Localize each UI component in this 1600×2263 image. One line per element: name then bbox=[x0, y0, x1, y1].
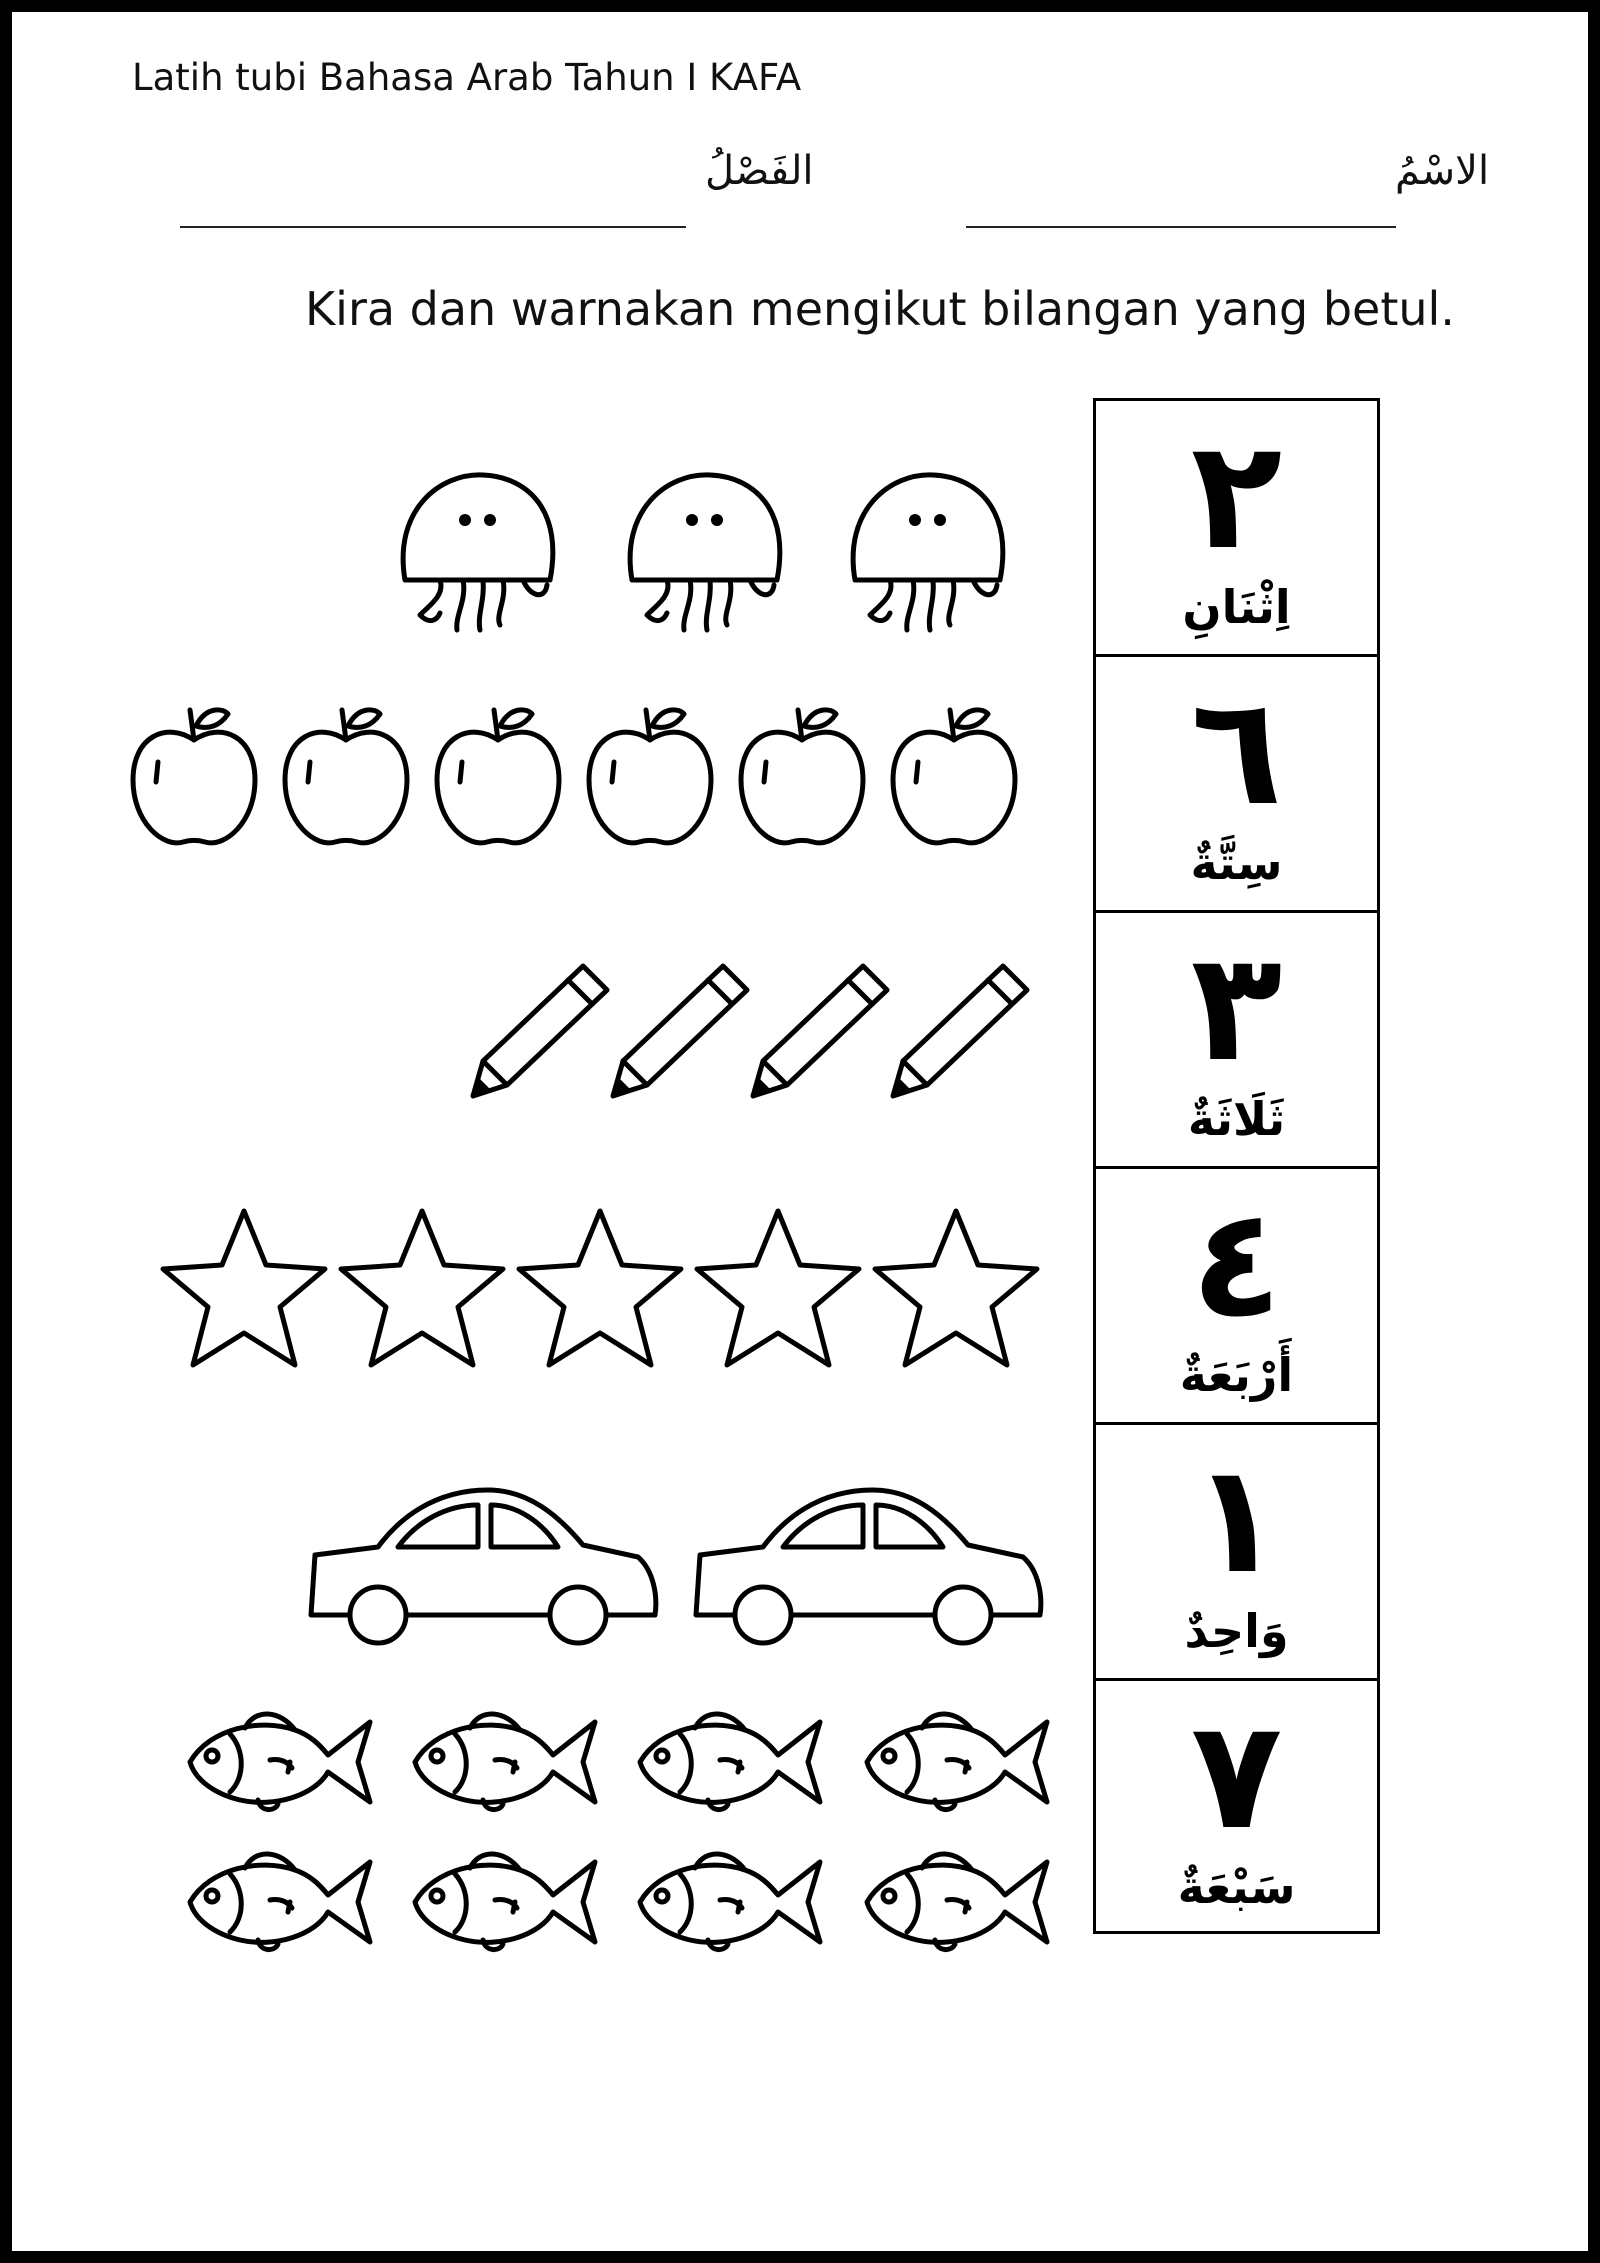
number-cell bbox=[1096, 657, 1377, 913]
arabic-number-word: اِثْنَانِ bbox=[1182, 580, 1291, 634]
arabic-digit: ٧ bbox=[1190, 1689, 1283, 1863]
number-cell bbox=[1096, 401, 1377, 657]
apple-icon[interactable] bbox=[280, 700, 412, 850]
star-icon[interactable] bbox=[689, 1203, 867, 1375]
apple-icon[interactable] bbox=[888, 700, 1020, 850]
apple-icon[interactable] bbox=[432, 700, 564, 850]
arabic-digit: ٤ bbox=[1190, 1177, 1283, 1351]
number-cell bbox=[1096, 1425, 1377, 1681]
number-cell bbox=[1096, 913, 1377, 1169]
arabic-digit: ٣ bbox=[1190, 921, 1283, 1095]
car-icon[interactable] bbox=[688, 1475, 1048, 1645]
arabic-number-word: سَبْعَةٌ bbox=[1177, 1860, 1296, 1914]
fish-icon[interactable] bbox=[180, 1700, 380, 1820]
arabic-digit: ٦ bbox=[1190, 665, 1283, 839]
arabic-number-word: أَرْبَعَةٌ bbox=[1179, 1348, 1294, 1402]
name-label: الاسْمُ bbox=[1395, 148, 1490, 194]
pencil-icon[interactable] bbox=[745, 958, 895, 1103]
apple-icon[interactable] bbox=[584, 700, 716, 850]
arabic-digit: ١ bbox=[1190, 1433, 1283, 1607]
instruction-text: Kira dan warnakan mengikut bilangan yang betul. bbox=[305, 282, 1455, 336]
number-cell bbox=[1096, 1169, 1377, 1425]
fish-icon[interactable] bbox=[857, 1700, 1057, 1820]
fish-icon[interactable] bbox=[857, 1840, 1057, 1960]
jellyfish-icon[interactable] bbox=[845, 465, 1015, 635]
class-label: الفَصْلُ bbox=[705, 148, 814, 194]
arabic-number-word: سِتَّةٌ bbox=[1190, 836, 1283, 890]
fish-icon[interactable] bbox=[405, 1700, 605, 1820]
worksheet-title: Latih tubi Bahasa Arab Tahun I KAFA bbox=[132, 56, 802, 99]
fish-icon[interactable] bbox=[180, 1840, 380, 1960]
arabic-number-word: ثَلَاثَةٌ bbox=[1187, 1092, 1286, 1146]
arabic-digit: ٢ bbox=[1190, 409, 1283, 583]
jellyfish-icon[interactable] bbox=[622, 465, 792, 635]
number-table bbox=[1093, 398, 1380, 1934]
arabic-number-word: وَاحِدٌ bbox=[1184, 1604, 1289, 1658]
number-cell bbox=[1096, 1681, 1377, 1937]
star-icon[interactable] bbox=[511, 1203, 689, 1375]
fish-icon[interactable] bbox=[630, 1840, 830, 1960]
fish-icon[interactable] bbox=[405, 1840, 605, 1960]
pencil-icon[interactable] bbox=[885, 958, 1035, 1103]
apple-icon[interactable] bbox=[128, 700, 260, 850]
star-icon[interactable] bbox=[867, 1203, 1045, 1375]
pencil-icon[interactable] bbox=[605, 958, 755, 1103]
apple-icon[interactable] bbox=[736, 700, 868, 850]
pencil-icon[interactable] bbox=[465, 958, 615, 1103]
star-icon[interactable] bbox=[333, 1203, 511, 1375]
car-icon[interactable] bbox=[303, 1475, 663, 1645]
star-icon[interactable] bbox=[155, 1203, 333, 1375]
jellyfish-icon[interactable] bbox=[395, 465, 565, 635]
fish-icon[interactable] bbox=[630, 1700, 830, 1820]
